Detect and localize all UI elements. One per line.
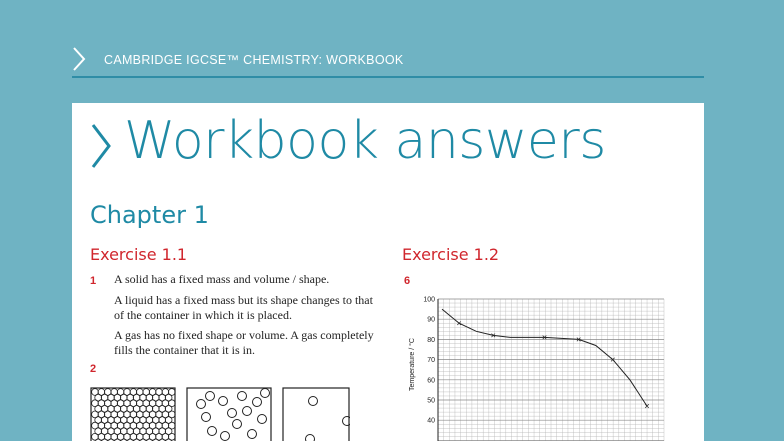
liquid-particles-diagram [187, 388, 271, 441]
answer-line-gas: A gas has no fixed shape or volume. A gas completely fills the container that it is in. [114, 328, 374, 357]
solid-particles-diagram [91, 388, 175, 441]
question-1-number: 1 [90, 275, 97, 287]
chevron-right-icon [72, 46, 86, 72]
chapter-heading: Chapter 1 [90, 201, 209, 229]
y-tick-label: 60 [427, 377, 435, 385]
answer-line-liquid: A liquid has a fixed mass but its shape changes to that of the container in which it is placed. [114, 293, 373, 322]
y-tick-label: 80 [427, 336, 435, 344]
chevron-right-icon [90, 122, 112, 170]
y-tick-label: 50 [427, 397, 435, 405]
cooling-curve-graph [402, 291, 672, 441]
graph-grid [438, 299, 664, 441]
exercise-1-1-heading: Exercise 1.1 [90, 245, 188, 264]
y-tick-label: 70 [427, 357, 435, 365]
series-line [442, 309, 647, 406]
gas-particles-diagram [283, 388, 350, 441]
y-tick-label: 90 [427, 316, 435, 324]
y-tick-label: 40 [427, 417, 435, 425]
y-axis-label: Temperature / °C [409, 338, 416, 391]
question-2-number: 2 [90, 363, 97, 375]
question-6-number: 6 [404, 275, 411, 287]
y-tick-label: 100 [423, 296, 435, 304]
page-title: Workbook answers [124, 111, 606, 171]
y-axis-ticks [423, 297, 435, 425]
answer-line-solid: A solid has a fixed mass and volume / shape. [114, 272, 330, 286]
running-header [72, 44, 704, 78]
book-title: CAMBRIDGE IGCSE™ CHEMISTRY: WORKBOOK [104, 53, 404, 67]
particle-diagrams [90, 387, 350, 441]
workbook-page [72, 103, 704, 441]
exercise-1-2-heading: Exercise 1.2 [402, 245, 500, 264]
data-points [457, 321, 649, 407]
